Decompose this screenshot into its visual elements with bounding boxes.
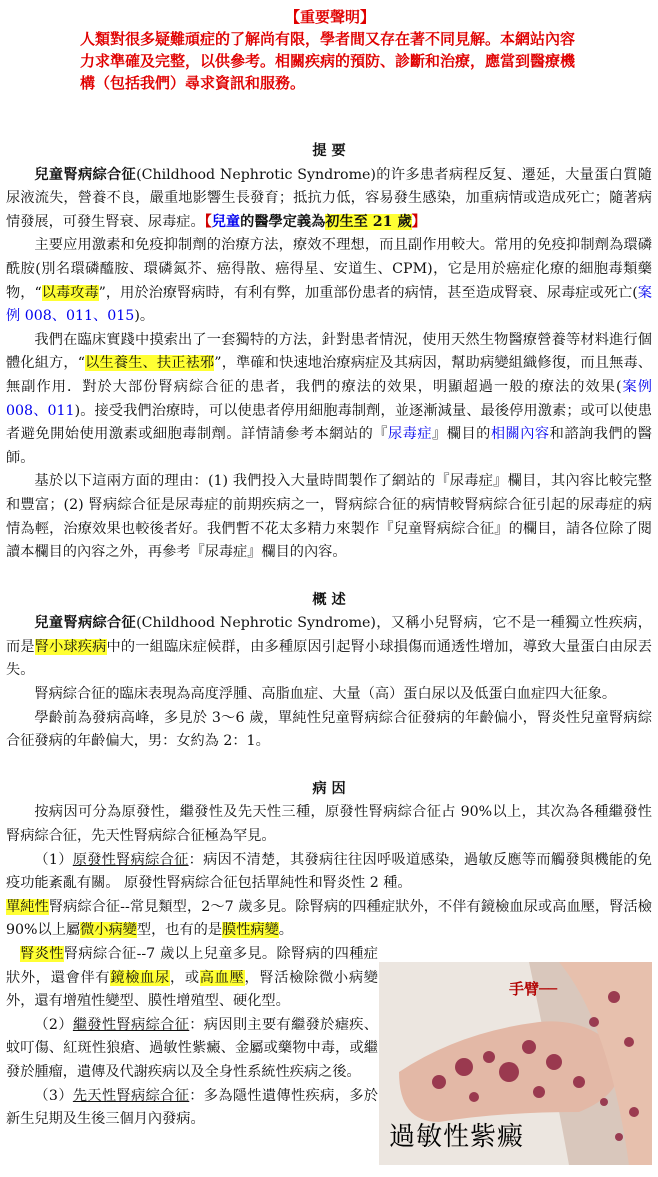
important-notice (80, 6, 580, 94)
uremia-link[interactable]: 尿毒症 (387, 426, 433, 443)
overview-paragraph-1: 兒童腎病綜合征(Childhood Nephrotic Syndrome)，又稱小兒腎病，它不是一種獨立性疾病，而是腎小球疾病中的一組臨床症候群，由多種原因引起腎小球損傷而通透性增加，導致大量蛋白由尿丟失。 (6, 615, 652, 679)
case-link[interactable]: 案例 008、011 (6, 378, 652, 419)
etiology-paragraph-2: （1）原發性腎病綜合征：病因不清楚，其發病往往因呼吸道感染，過敏反應等而觸發與機能的免疫功能紊亂有關。 原發性腎病綜合征包括單純性和腎炎性 2 種。 (6, 851, 652, 892)
overview-paragraph-2: 腎病綜合征的臨床表現為高度浮腫、高脂血症、大量（高）蛋白尿以及低蛋白血症四大征象。 (34, 686, 617, 703)
etiology-paragraph-3: 單純性腎病綜合征--常見類型，2～7 歲多見。除腎病的四種症狀外，不伴有鏡檢血尿或高血壓，腎活檢 90%以上屬微小病變型，也有的是膜性病變。 (6, 898, 652, 939)
section-heading-summary: 提 要 (312, 143, 346, 159)
section-heading-etiology: 病 因 (312, 780, 346, 797)
child-link[interactable]: 兒童 (211, 213, 241, 230)
etiology-paragraph-1: 按病因可分為原發性，繼發性及先天性三種，原發性腎病綜合征占 90%以上，其次為各種繼發性腎病綜合征，先天性腎病綜合征極為罕見。 (6, 804, 652, 845)
arm-label: 手臂── (509, 980, 558, 998)
summary-paragraph-3: 我們在臨床實踐中摸索出了一套獨特的方法，針對患者情況，使用天然生物醫療營養等材料進行個體化組方，“以生養生、扶正袪邪”，準確和快速地治療病症及其病因，幫助病變組織修復，而且無毒、無副作用．對於大部份腎病綜合征的患者，我們的療法的效果，明顯超過一般的療法的效果(案例 008、011)。接受我們治療時，可以使患者停用細胞毒制劑，並逐漸減量、最後停用激素；或可以使患者避免開始使用激素或細胞毒制劑。詳情請參考本網站的『尿毒症』欄目的相關內容和諮詢我們的醫師。 (6, 331, 652, 466)
etiology-paragraph-5: （2）繼發性腎病綜合征：病因則主要有繼發於瘧疾、蚊叮傷、紅斑性狼瘡、過敏性紫癜、金屬或藥物中毒，或繼發於腫瘤，遺傳及代謝疾病以及全身性系統性疾病之後。 (6, 1016, 378, 1080)
etiology-paragraph-4: 腎炎性腎病綜合征--7 歲以上兒童多見。除腎病的四種症狀外，還會伴有鏡檢血尿，或高血壓，腎活檢除微小病變外，還有增殖性變型、膜性增殖型、硬化型。 (6, 946, 378, 1010)
etiology-paragraph-6: （3）先天性腎病綜合征：多為隱性遺傳性疾病，多於新生兒期及生後三個月內發病。 (6, 1087, 378, 1128)
overview-paragraph-3: 學齡前為發病高峰，多見於 3～6 歲，單純性兒童腎病綜合征發病的年齡偏小，腎炎性兒童腎病綜合征發病的年齡偏大，男：女約為 2：1。 (6, 709, 652, 750)
notice-body: 人類對很多疑難頑症的了解尚有限，學者間又存在著不同見解。本網站內容力求準確及完整，以供參考。相關疾病的預防、診斷和治療，應當到醫療機構（包括我們）尋求資訊和服務。 (80, 30, 576, 92)
figure-caption: 過敏性紫癜 (389, 1122, 525, 1152)
case-link[interactable]: 案例 008、011、015 (6, 284, 652, 325)
purpura-photo (379, 962, 652, 1165)
summary-paragraph-4: 基於以下這兩方面的理由：(1) 我們投入大量時間製作了網站的『尿毒症』欄目，其內容比較完整和豐富；(2) 腎病綜合征是尿毒症的前期疾病之一，腎病綜合征的病情較腎病綜合征引起的尿毒症的病情為輕，治療效果也較後者好。我們暫不花太多精力來製作『兒童腎病綜合征』的欄目，請各位除了閱讀本欄目的內容之外，再參考『尿毒症』欄目的內容。 (6, 473, 652, 561)
section-heading-overview: 概 述 (312, 591, 346, 608)
summary-paragraph-2: 主要应用激素和免疫抑制劑的治療方法，療效不理想，而且副作用較大。常用的免疫抑制劑為環磷酰胺(別名環磷醯胺、環磷氮芥、癌得散、癌得星、安道生、CPM)，它是用於癌症化療的細胞毒類藥物，“以毒攻毒”，用於治療腎病時，有利有弊，加重部份患者的病情，甚至造成腎衰、尿毒症或死亡(案例 008、011、015)。 (6, 237, 652, 325)
summary-paragraph-1: 兒童腎病綜合征(Childhood Nephrotic Syndrome)的许多患者病程反复、遷延，大量蛋白質隨尿液流失，營養不良，嚴重地影響生長發育；抵抗力低，容易發生感染，加重病情或造成死亡；隨著病情發展，可發生腎衰、尿毒症。【兒童的醫學定義為初生至 21 歲】 (6, 166, 652, 230)
related-content-link[interactable]: 相關內容 (490, 426, 550, 443)
notice-title: 【重要聲明】 (284, 8, 375, 26)
